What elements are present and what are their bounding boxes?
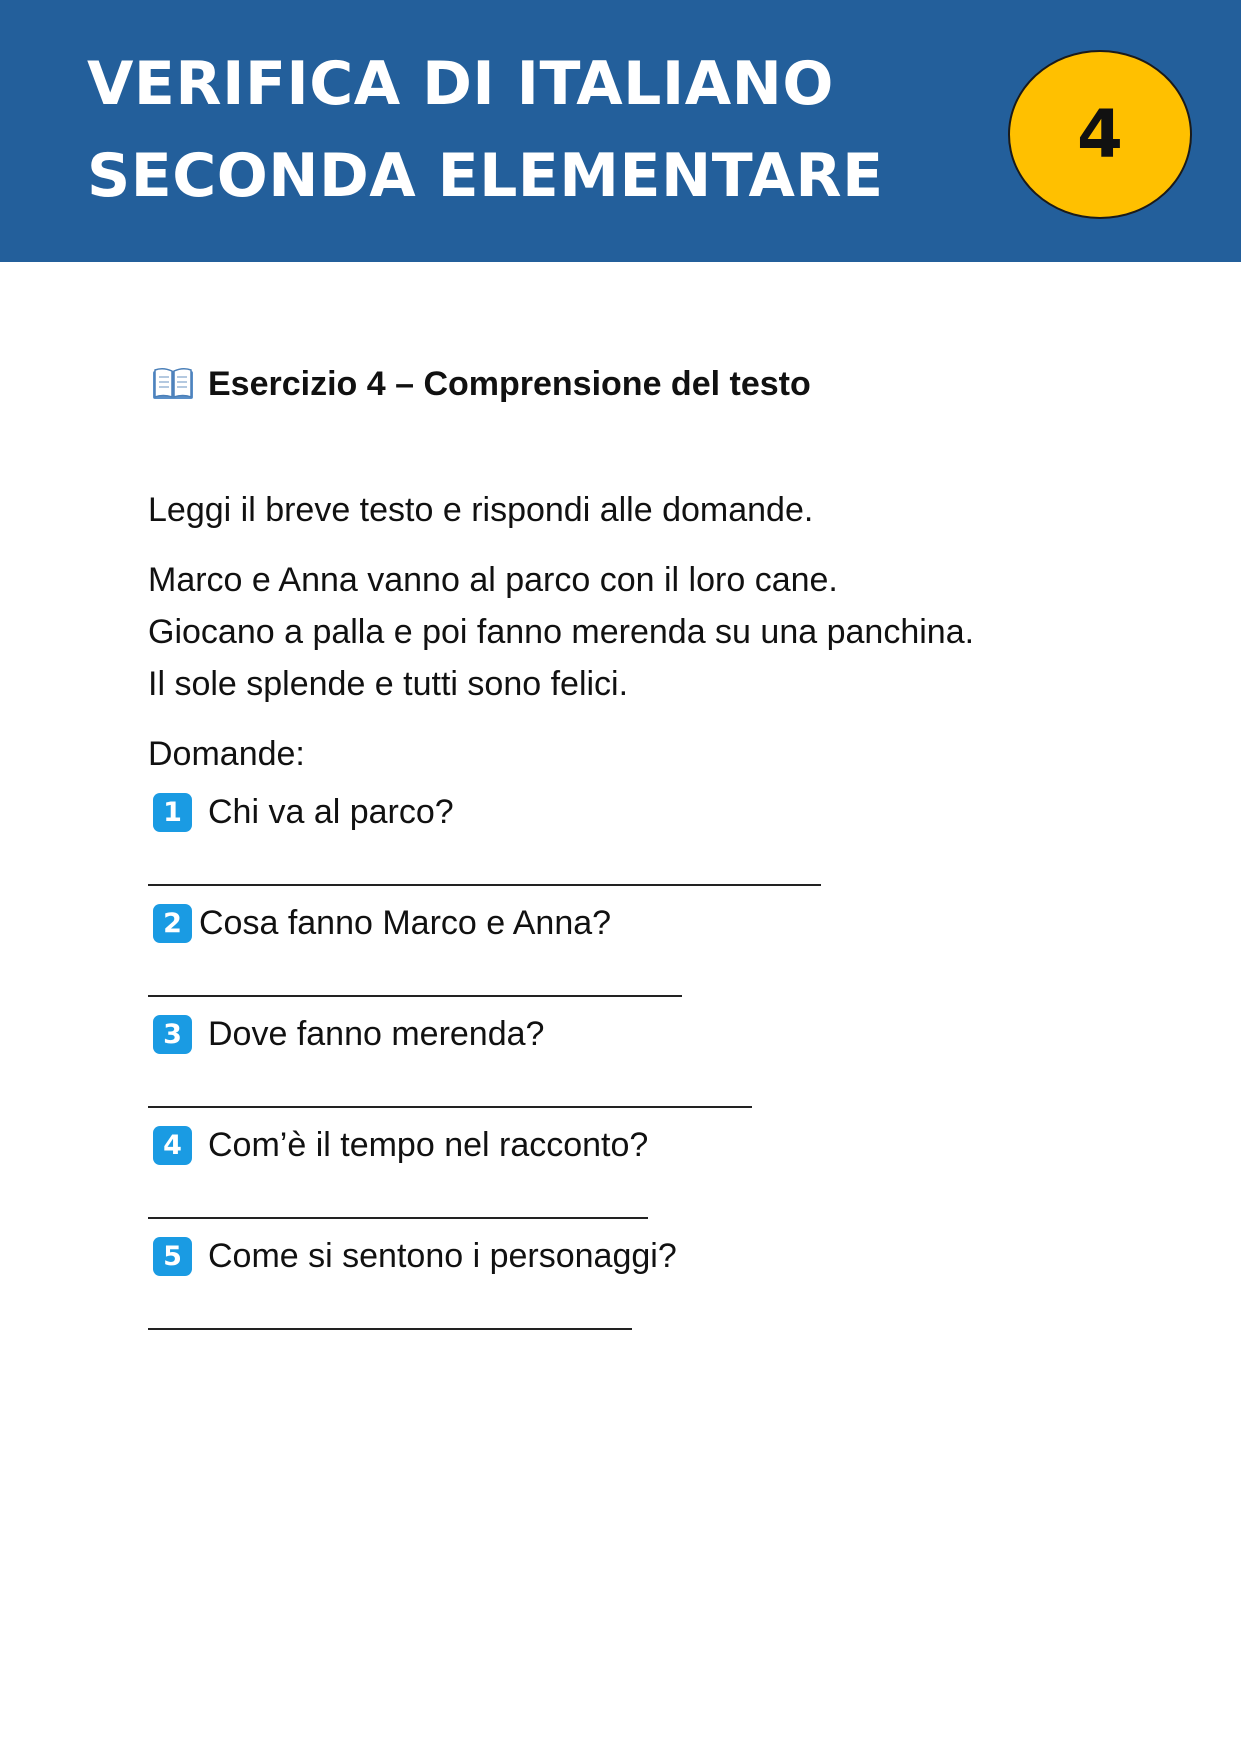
number-5-icon: 5 <box>153 1237 192 1276</box>
answer-line-5[interactable] <box>148 1328 632 1330</box>
number-4-icon: 4 <box>153 1126 192 1165</box>
story-line-3: Il sole splende e tutti sono felici. <box>148 665 629 703</box>
instruction-text: Leggi il breve testo e rispondi alle domande. <box>148 491 814 529</box>
header-banner <box>0 0 1241 262</box>
title-line-1: VERIFICA DI ITALIANO <box>87 49 834 119</box>
answer-line-2[interactable] <box>148 995 682 997</box>
question-3-text: Dove fanno merenda? <box>208 1015 545 1053</box>
question-1-text: Chi va al parco? <box>208 793 454 831</box>
question-4-text: Com’è il tempo nel racconto? <box>208 1126 649 1164</box>
number-2-icon: 2 <box>153 904 192 943</box>
title-line-2: SECONDA ELEMENTARE <box>87 141 884 211</box>
questions-label: Domande: <box>148 735 305 773</box>
question-5-text: Come si sentono i personaggi? <box>208 1237 677 1275</box>
badge-number: 4 <box>1077 96 1123 173</box>
story-line-2: Giocano a palla e poi fanno merenda su una panchina. <box>148 613 975 651</box>
answer-line-4[interactable] <box>148 1217 648 1219</box>
exercise-title: Esercizio 4 – Comprensione del testo <box>208 365 811 403</box>
story-line-1: Marco e Anna vanno al parco con il loro cane. <box>148 561 838 599</box>
number-1-icon: 1 <box>153 793 192 832</box>
open-book-icon <box>152 367 194 401</box>
answer-line-1[interactable] <box>148 884 821 886</box>
question-2-text: Cosa fanno Marco e Anna? <box>199 904 612 942</box>
number-3-icon: 3 <box>153 1015 192 1054</box>
answer-line-3[interactable] <box>148 1106 752 1108</box>
exercise-number-badge <box>1008 50 1192 219</box>
